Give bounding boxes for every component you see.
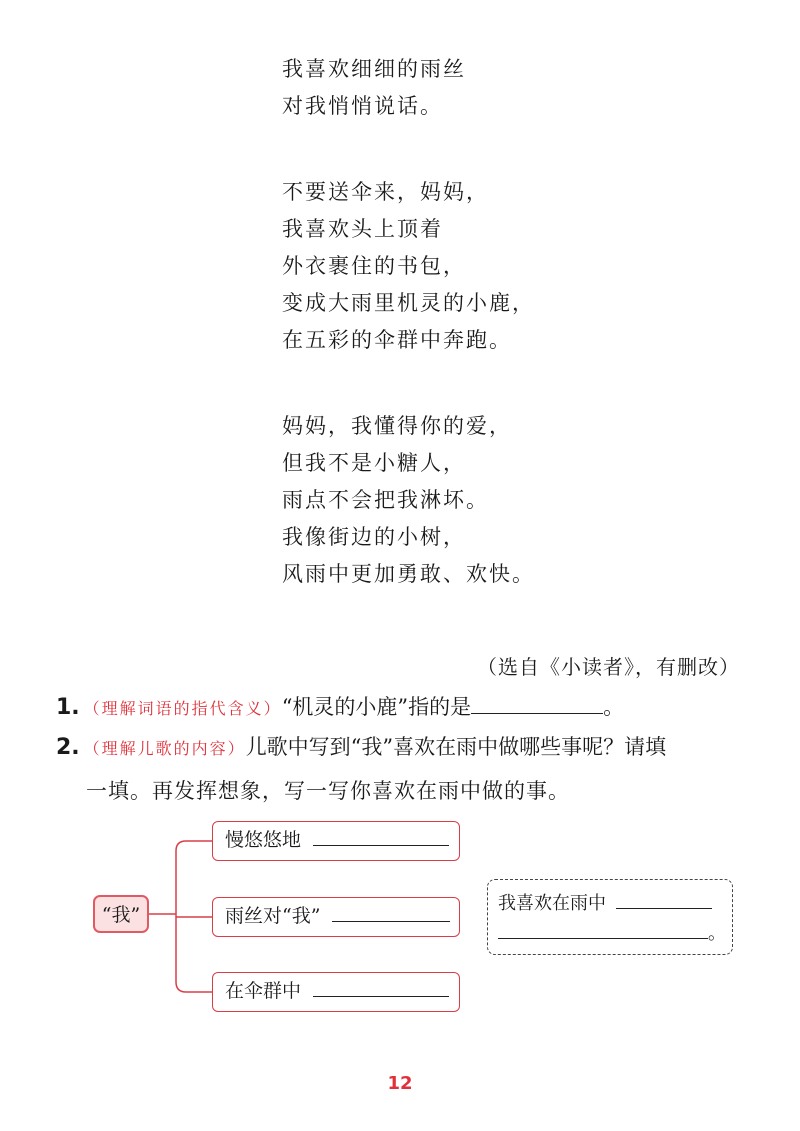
branch-label: 慢悠悠地: [225, 829, 302, 851]
question-2: [56, 733, 666, 763]
poem-line: 风雨中更加勇敢、欢快。: [282, 562, 535, 586]
question-number: 2.: [56, 735, 80, 760]
poem-line: 我像街边的小树，: [282, 525, 466, 549]
question-tag: （理解词语的指代含义）: [83, 699, 282, 718]
question-text: 儿歌中写到“我”喜欢在雨中做哪些事呢？请填: [245, 735, 667, 759]
poem-line: 变成大雨里机灵的小鹿，: [282, 291, 535, 315]
wish-box: [487, 879, 733, 955]
center-node: “我”: [93, 895, 149, 933]
connector-line: [176, 841, 212, 992]
poem-line: 我喜欢头上顶着: [282, 217, 443, 241]
poem-line: 妈妈，我懂得你的爱，: [282, 414, 512, 438]
poem: [282, 56, 702, 598]
branch-label: 雨丝对“我”: [225, 905, 321, 927]
poem-line: 但我不是小糖人，: [282, 451, 466, 475]
branch-box: [212, 897, 460, 937]
poem-source: （选自《小读者》，有删改）: [477, 655, 740, 679]
poem-line: 雨点不会把我淋坏。: [282, 488, 489, 512]
answer-blank[interactable]: [471, 695, 603, 714]
poem-line: 我喜欢细细的雨丝: [282, 57, 466, 81]
branch-label: 在伞群中: [225, 980, 302, 1002]
poem-line: 在五彩的伞群中奔跑。: [282, 328, 512, 352]
wish-end: 。: [708, 923, 726, 944]
question-1: [56, 693, 624, 723]
branch-box: [212, 972, 460, 1012]
poem-line: 对我悄悄说话。: [282, 94, 443, 118]
question-end: 。: [603, 695, 625, 719]
question-text: “机灵的小鹿”指的是: [281, 695, 472, 719]
question-2-continuation: 一填。再发挥想象，写一写你喜欢在雨中做的事。: [86, 779, 570, 803]
poem-line: 不要送伞来，妈妈，: [282, 180, 489, 204]
question-number: 1.: [56, 695, 80, 720]
answer-blank[interactable]: [498, 920, 708, 939]
branch-box: [212, 821, 460, 861]
answer-blank[interactable]: [313, 827, 449, 846]
question-tag: （理解儿歌的内容）: [83, 739, 246, 758]
poem-line: 外衣裹住的书包，: [282, 254, 466, 278]
answer-blank[interactable]: [332, 903, 450, 922]
wish-prefix: 我喜欢在雨中: [498, 893, 606, 914]
answer-blank[interactable]: [313, 978, 449, 997]
page-number: 12: [387, 1073, 413, 1094]
answer-blank[interactable]: [616, 890, 712, 909]
